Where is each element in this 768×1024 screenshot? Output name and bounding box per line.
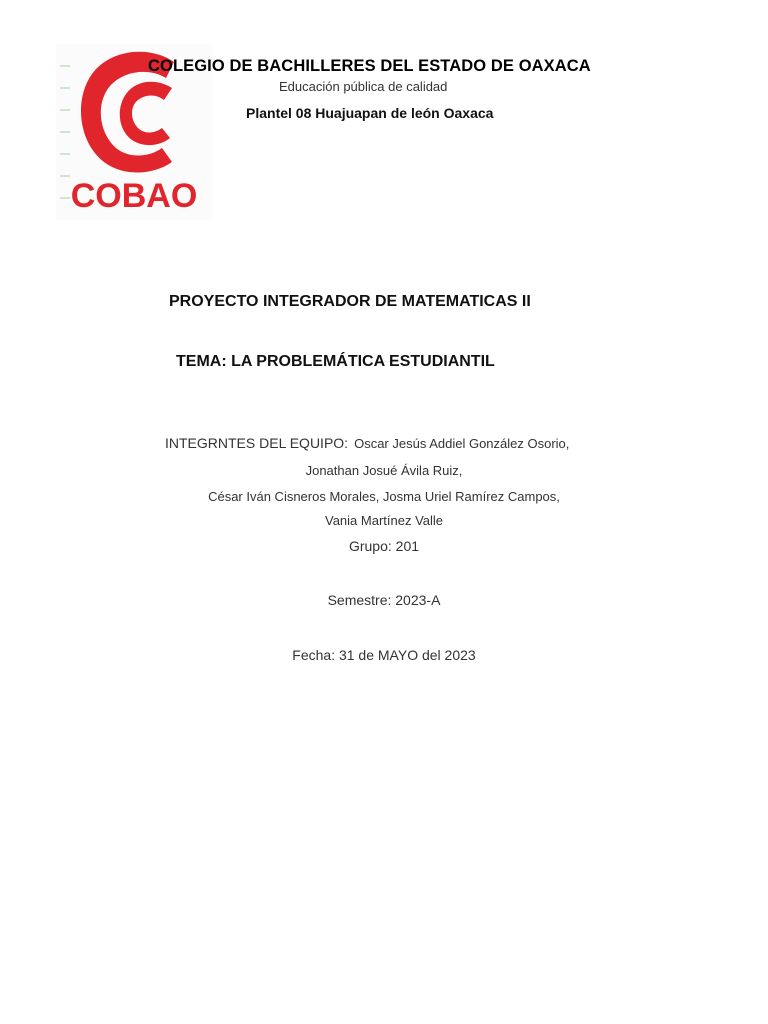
institution-tagline: Educación pública de calidad [279,79,448,94]
cobao-logo-text: COBAO [70,177,198,215]
submission-date: Fecha: 31 de MAYO del 2023 [292,647,476,663]
project-title: PROYECTO INTEGRADOR DE MATEMATICAS II [169,293,531,310]
campus-name: Plantel 08 Huajuapan de león Oaxaca [246,105,494,121]
team-member-line-1: Oscar Jesús Addiel González Osorio, [354,436,570,451]
team-label: INTEGRNTES DEL EQUIPO: [165,435,349,451]
semester: Semestre: 2023-A [327,592,441,608]
group-number: Grupo: 201 [348,538,420,554]
team-member-line-3: César Iván Cisneros Morales, Josma Uriel Ramírez Campos, [208,489,560,504]
team-member-line-2: Jonathan Josué Ávila Ruiz, [305,463,463,478]
team-member-line-4: Vania Martínez Valle [324,513,444,528]
team-members-first-line [165,435,569,451]
project-topic: TEMA: LA PROBLEMÁTICA ESTUDIANTIL [176,353,495,370]
institution-name: COLEGIO DE BACHILLERES DEL ESTADO DE OAXACA [148,57,591,75]
